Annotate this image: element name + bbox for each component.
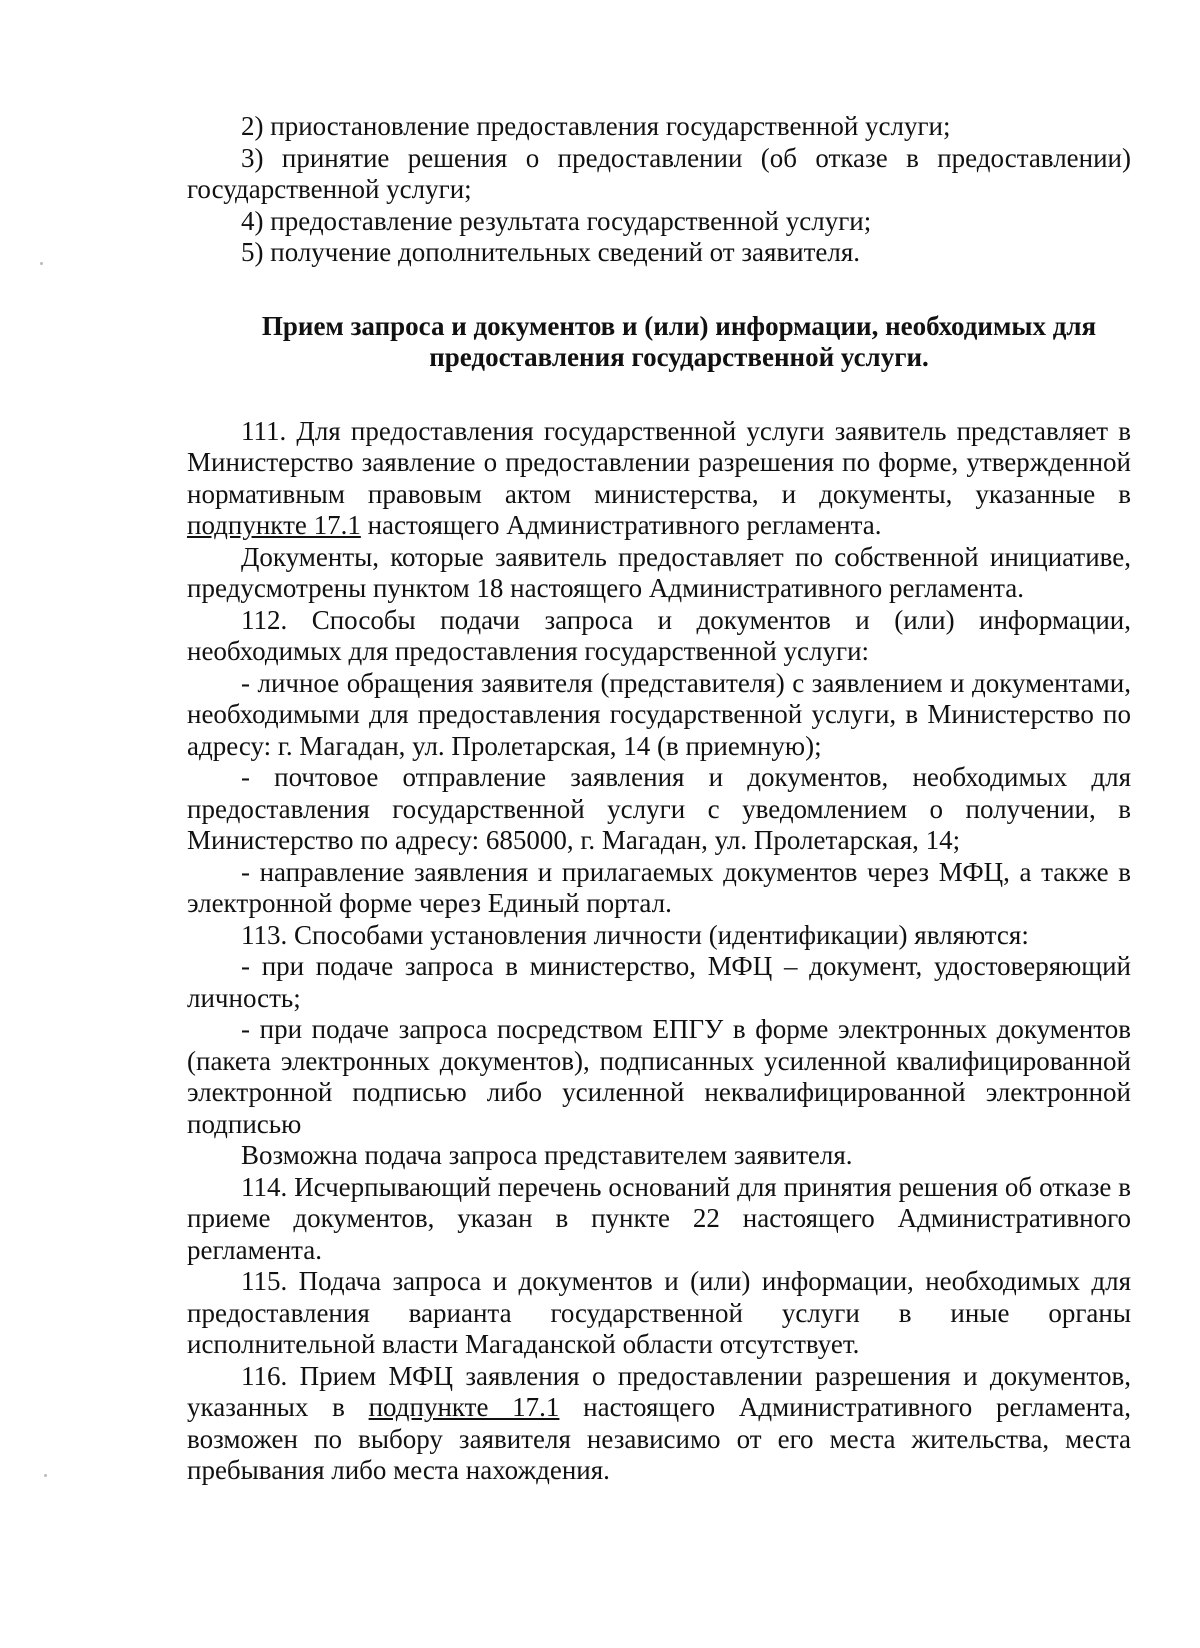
list-item: 3) принятие решения о предоставлении (об отказе в предоставлении) государственной услуги; [187,142,1131,204]
section-heading: Прием запроса и документов и (или) информации, необходимых для предоставления государственной услуги. [261,310,1097,372]
paragraph-text: настоящего Административного регламента. [360,510,882,540]
paragraph-text: 116. Прием МФЦ заявления о предоставлении разрешения и документов, указанных в [187,1360,1131,1422]
scan-artifact-dot [40,262,43,265]
paragraph-documents: Документы, которые заявитель предоставляет по собственной инициативе, предусмотрены пунктом 18 настоящего Административного регламента. [187,541,1131,603]
paragraph-112-item: - направление заявления и прилагаемых документов через МФЦ, а также в электронной форме через Единый портал. [187,856,1131,918]
reference-link[interactable]: подпункте 17.1 [187,510,361,540]
paragraph-112: 112. Способы подачи запроса и документов и (или) информации, необходимых для предоставления государственной услуги: [187,604,1131,666]
paragraph-111 [187,416,1131,542]
paragraph-112-item: - почтовое отправление заявления и документов, необходимых для предоставления государственной услуги с уведомлением о получении, в Министерство по адресу: 685000, г. Магадан, ул. Пролетарская, 14; [187,762,1131,855]
scan-artifact-dot [44,1474,47,1477]
paragraph-112-item: - личное обращения заявителя (представителя) с заявлением и документами, необходимыми для предоставления государственной услуги, в Министерство по адресу: г. Магадан, ул. Пролетарская, 14 (в приемную); [187,667,1131,761]
list-item: 2) приостановление предоставления государственной услуги; [241,111,951,141]
paragraph-116 [187,1361,1131,1487]
reference-link[interactable]: подпункте 17.1 [368,1392,560,1422]
paragraph-text: 111. Для предоставления государственной услуги заявитель представляет в Министерство заявление о предоставлении разрешения по форме, утвержденной нормативным правовым актом министерства, и документы, указанные в [187,415,1131,509]
paragraph-113-item: - при подаче запроса посредством ЕПГУ в форме электронных документов (пакета электронных документов), подписанных усиленной квалифицированной электронной подписью либо усиленной неквалифицированной электронной подписью [187,1014,1131,1139]
paragraph-representative: Возможна подача запроса представителем заявителя. [241,1140,853,1170]
list-item: 5) получение дополнительных сведений от заявителя. [241,237,861,267]
paragraph-114: 114. Исчерпывающий перечень оснований для принятия решения об отказе в приеме документов, указан в пункте 22 настоящего Административного регламента. [187,1171,1131,1265]
paragraph-115: 115. Подача запроса и документов и (или) информации, необходимых для предоставления варианта государственной услуги в иные органы исполнительной власти Магаданской области отсутствует. [187,1266,1131,1359]
paragraph-113-item: - при подаче запроса в министерство, МФЦ – документ, удостоверяющий личность; [187,951,1131,1013]
paragraph-113: 113. Способами установления личности (идентификации) являются: [241,919,1029,950]
document-body [187,111,1131,1487]
paragraph-text: настоящего Административного регламента, возможен по выбору заявителя независимо от его места жительства, места пребывания либо места нахождения. [187,1392,1132,1485]
list-item: 4) предоставление результата государственной услуги; [241,205,872,236]
